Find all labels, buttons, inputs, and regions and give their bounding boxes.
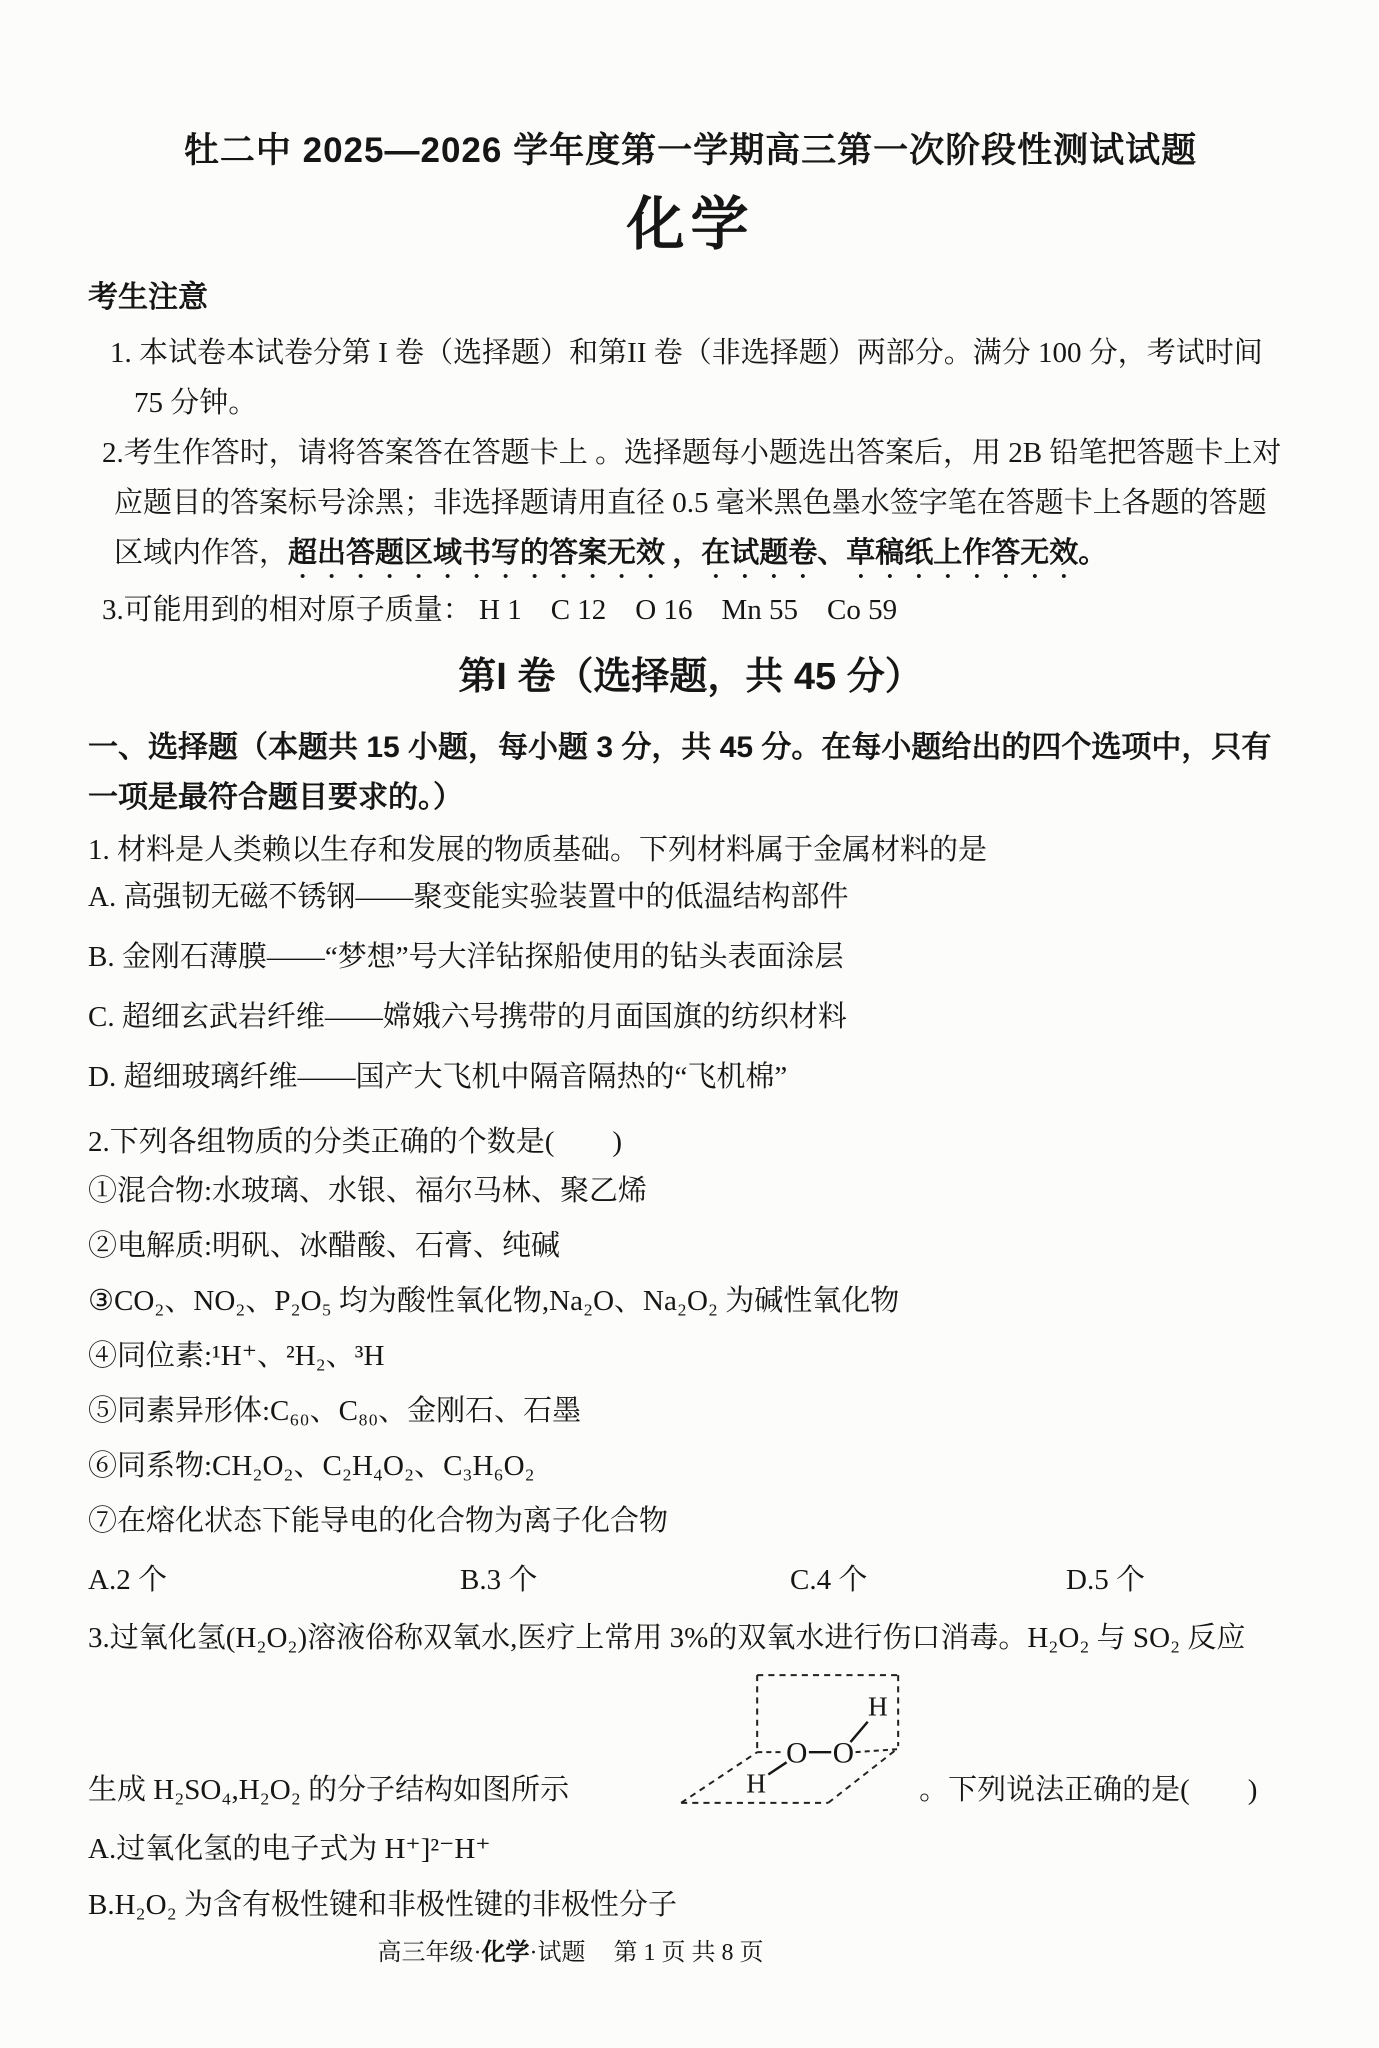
question2-item-1: ①混合物:水玻璃、水银、福尔马林、聚乙烯	[88, 1175, 648, 1207]
notice-item-2-emphasis: 超出答题区域书写的答案无效 ，在试题卷、草稿纸上作答无效。	[288, 537, 1108, 569]
question1-option-c: C. 超细玄武岩纤维——嫦娥六号携带的月面国旗的纺织材料	[88, 1001, 847, 1033]
question2-stem: 2.下列各组物质的分类正确的个数是( )	[88, 1126, 623, 1158]
question3-option-b: B.H₂O₂ 为含有极性键和非极性键的非极性分子	[88, 1889, 677, 1921]
question1-option-b: B. 金刚石薄膜——“梦想”号大洋钻探船使用的钻头表面涂层	[88, 941, 844, 973]
question3-figure-line	[88, 1665, 1293, 1807]
notice-item-1: 1. 本试卷本试卷分第 I 卷（选择题）和第II 卷（非选择题）两部分。满分 100 分，考试时间 75 分钟。	[110, 337, 1263, 419]
section1-heading: 第I 卷（选择题，共 45 分）	[458, 656, 923, 698]
question2-item-2: ②电解质:明矾、冰醋酸、石膏、纯碱	[88, 1230, 561, 1262]
atom-label-hydrogen-left: H	[746, 1768, 767, 1799]
notice-heading: 考生注意	[88, 281, 208, 314]
question2-items	[88, 1175, 1293, 1538]
question1-stem: 1. 材料是人类赖以生存和发展的物质基础。下列材料属于金属材料的是	[88, 834, 988, 866]
notice-item-2-text: 2.考生作答时，请将答案答在答题卡上 。选择题每小题选出答案后，用 2B 铅笔把答题卡上对 应题目的答案标号涂黑；非选择题请用直径 0.5 毫米黑色墨水签字笔在答题卡上各题的答题区域内作答，	[102, 437, 1282, 569]
h2o2-molecular-structure-figure	[575, 1669, 915, 1811]
question1-option-d: D. 超细玻璃纤维——国产大飞机中隔音隔热的“飞机棉”	[88, 1061, 788, 1093]
atom-label-oxygen-right: O	[832, 1737, 855, 1770]
question1-option-a: A. 高强韧无磁不锈钢——聚变能实验装置中的低温结构部件	[88, 881, 849, 913]
question3-option-a: A.过氧化氢的电子式为 H⁺]²⁻H⁺	[88, 1833, 491, 1865]
page-title: 牡二中 2025—2026 学年度第一学期高三第一次阶段性测试试题	[183, 131, 1198, 170]
oxygen-to-corner-dash	[856, 1749, 899, 1752]
page-footer	[0, 1937, 1173, 1969]
footer-grade: 高三年级·	[377, 1940, 482, 1966]
question2-option-d: D.5 个	[1066, 1564, 1145, 1596]
section1-intro: 一、选择题（本题共 15 小题，每小题 3 分，共 45 分。在每小题给出的四个选项中，只有一项是最符合题目要求的。）	[88, 731, 1272, 814]
question2-item-4: ④同位素:¹H⁺、²H₂、³H	[88, 1340, 385, 1372]
o-h-bond-left	[768, 1762, 786, 1774]
notice-item-2	[88, 428, 1293, 585]
subject-title: 化学	[626, 192, 755, 257]
footer-page-number: 第 1 页 共 8 页	[613, 1940, 764, 1966]
question2-item-7: ⑦在熔化状态下能导电的化合物为离子化合物	[88, 1505, 669, 1537]
question1-options	[88, 881, 1293, 1093]
question2-item-5: ⑤同素异形体:C₆₀、C₈₀、金刚石、石墨	[88, 1395, 582, 1427]
question2-option-b: B.3 个	[460, 1564, 538, 1596]
question3-caption-after: 。下列说法正确的是( )	[919, 1774, 1258, 1806]
question2-option-a: A.2 个	[88, 1564, 167, 1596]
atom-label-oxygen-left: O	[786, 1737, 808, 1770]
footer-suffix: ·试题	[529, 1940, 586, 1966]
notice-item-3: 3.可能用到的相对原子质量： H 1 C 12 O 16 Mn 55 Co 59	[102, 594, 898, 626]
atom-label-hydrogen-right: H	[868, 1691, 888, 1722]
question2-options	[88, 1564, 1293, 1597]
question2-item-6: ⑥同系物:CH₂O₂、C₂H₄O₂、C₃H₆O₂	[88, 1450, 535, 1482]
question2-option-c: C.4 个	[790, 1564, 868, 1596]
question3-caption-before: 生成 H₂SO₄,H₂O₂ 的分子结构如图所示	[88, 1774, 570, 1806]
question2-item-3: ③CO₂、NO₂、P₂O₅ 均为酸性氧化物,Na₂O、Na₂O₂ 为碱性氧化物	[88, 1285, 900, 1317]
question3-stem: 3.过氧化氢(H₂O₂)溶液俗称双氧水,医疗上常用 3%的双氧水进行伤口消毒。H₂O₂ 与 SO₂ 反应	[88, 1622, 1246, 1654]
footer-subject: 化学	[481, 1940, 530, 1966]
